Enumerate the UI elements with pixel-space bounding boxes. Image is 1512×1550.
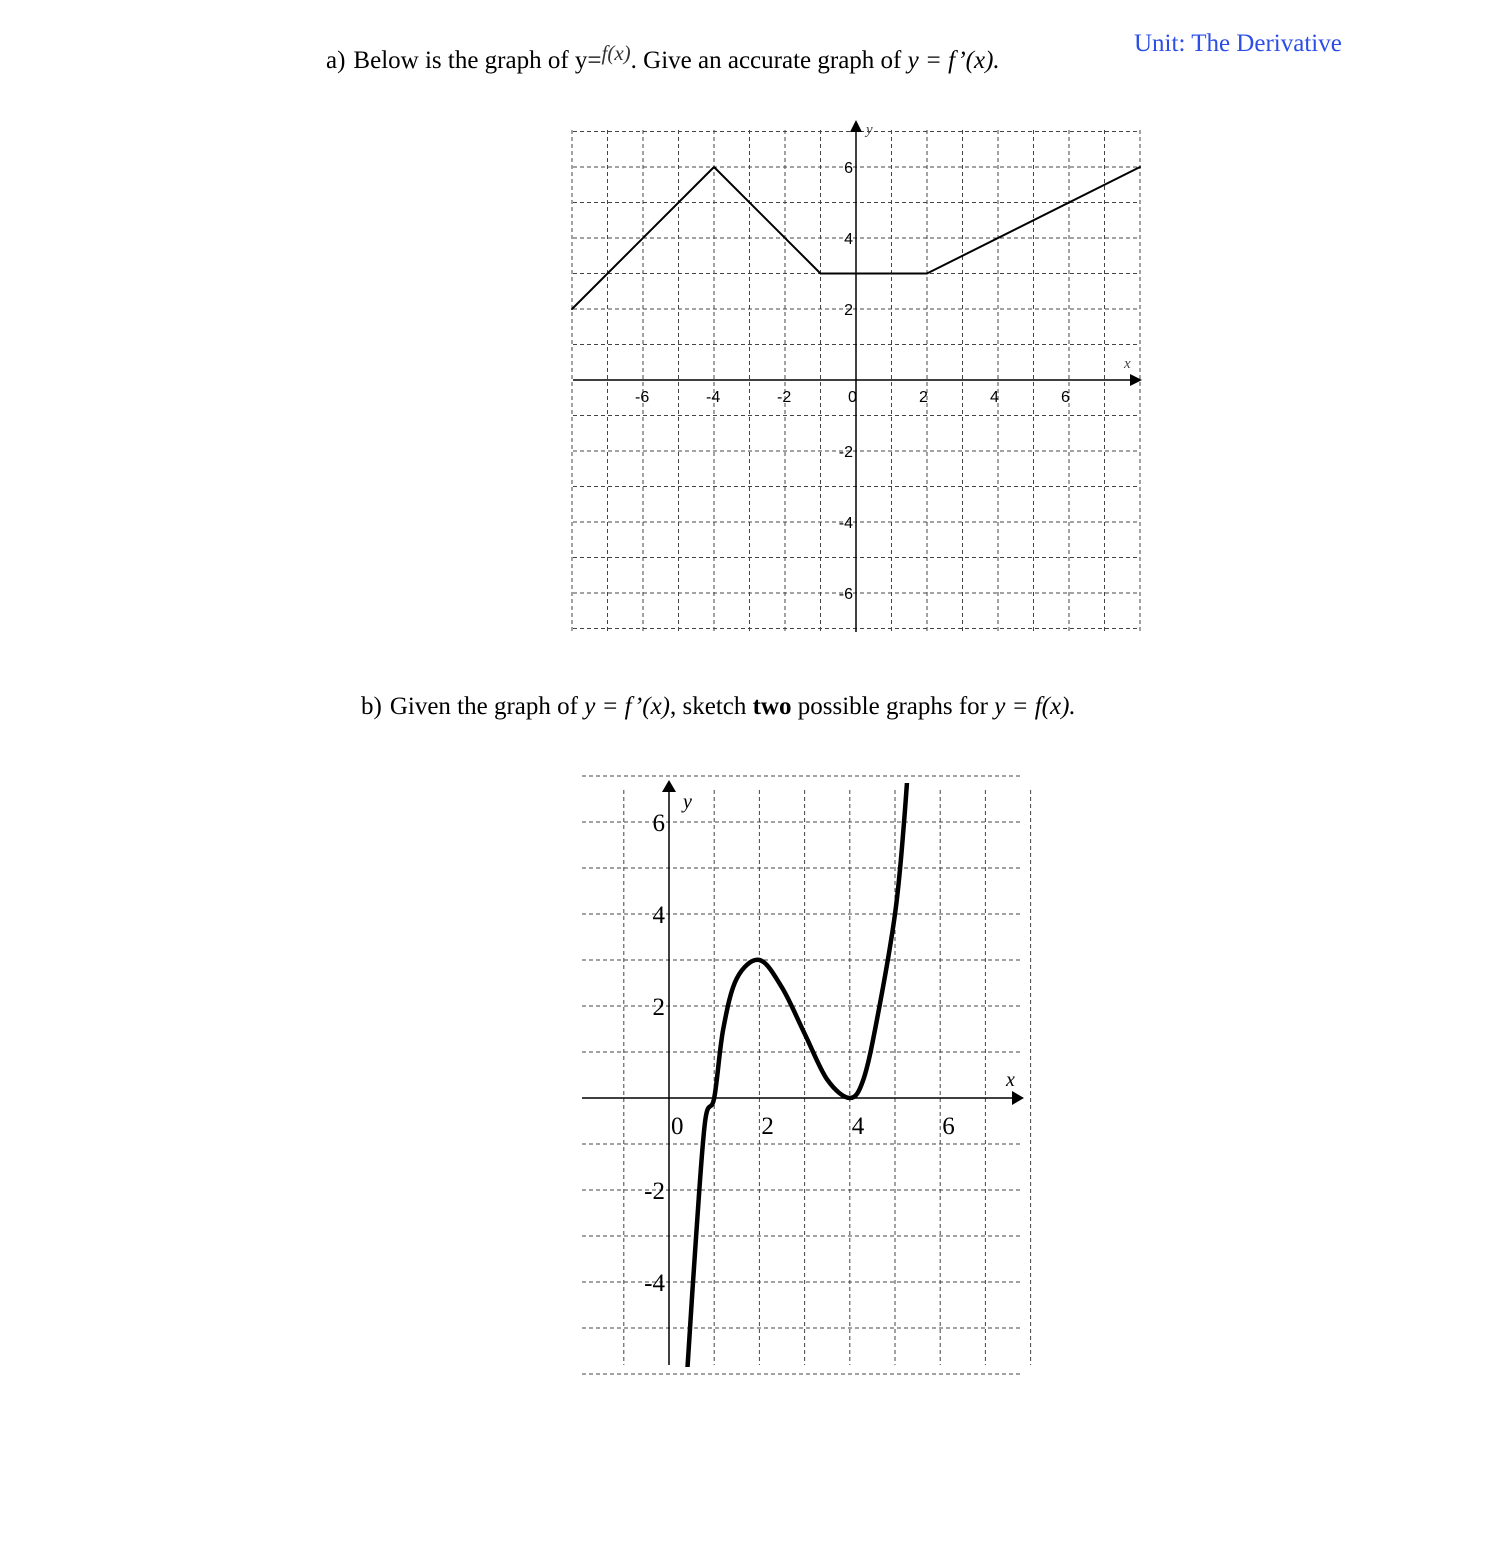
question-b-text-1: Given the graph of — [389, 693, 585, 720]
y-tick-label: 2 — [844, 302, 853, 319]
y-tick-label: 2 — [652, 994, 665, 1021]
x-axis-label: x — [1006, 1069, 1015, 1091]
unit-title: Unit: The Derivative — [1134, 30, 1342, 57]
x-axis-label: x — [1124, 356, 1131, 372]
x-tick-label: -6 — [635, 389, 650, 406]
question-a-text-1: Below is the graph of y= — [353, 47, 602, 74]
y-tick-label: 6 — [652, 810, 665, 837]
x-tick-label: 0 — [848, 389, 857, 406]
x-tick-label: -4 — [706, 389, 721, 406]
y-tick-label: -2 — [838, 444, 853, 461]
y-tick-label: -4 — [838, 515, 853, 532]
y-axis-arrow — [662, 780, 676, 792]
x-axis-arrow — [1012, 1091, 1024, 1105]
x-tick-label: -2 — [777, 389, 792, 406]
x-tick-label: 6 — [942, 1113, 955, 1140]
x-tick-label: 2 — [919, 389, 928, 406]
y-tick-label: 4 — [844, 231, 853, 248]
y-tick-label: -2 — [644, 1178, 665, 1205]
question-a-expression: y = f’(x). — [907, 47, 1000, 74]
question-b-expression-2: y = f(x). — [994, 693, 1076, 720]
x-tick-label: 2 — [761, 1113, 774, 1140]
y-tick-label: -4 — [644, 1270, 665, 1297]
question-a-text-2: . Give an accurate graph of — [630, 47, 908, 74]
question-a-label: a) — [326, 47, 346, 74]
y-tick-label: -6 — [838, 586, 853, 603]
y-axis-label: y — [866, 122, 873, 138]
x-tick-label: 4 — [990, 389, 999, 406]
question-b-text-3: possible graphs for — [791, 693, 995, 720]
question-b-bold: two — [752, 693, 792, 720]
question-b-text-2: , sketch — [670, 693, 753, 720]
y-axis-label: y — [683, 791, 692, 813]
question-a-fx: f(x) — [601, 41, 631, 65]
y-tick-label: 4 — [652, 902, 665, 929]
x-tick-label: 0 — [671, 1113, 684, 1140]
function-curve — [687, 693, 913, 1374]
x-tick-label: 4 — [851, 1113, 865, 1140]
y-tick-label: 6 — [844, 160, 853, 177]
x-tick-label: 6 — [1061, 389, 1070, 406]
question-b-label: b) — [361, 693, 382, 720]
question-b-expression-1: y = f’(x) — [584, 693, 670, 720]
